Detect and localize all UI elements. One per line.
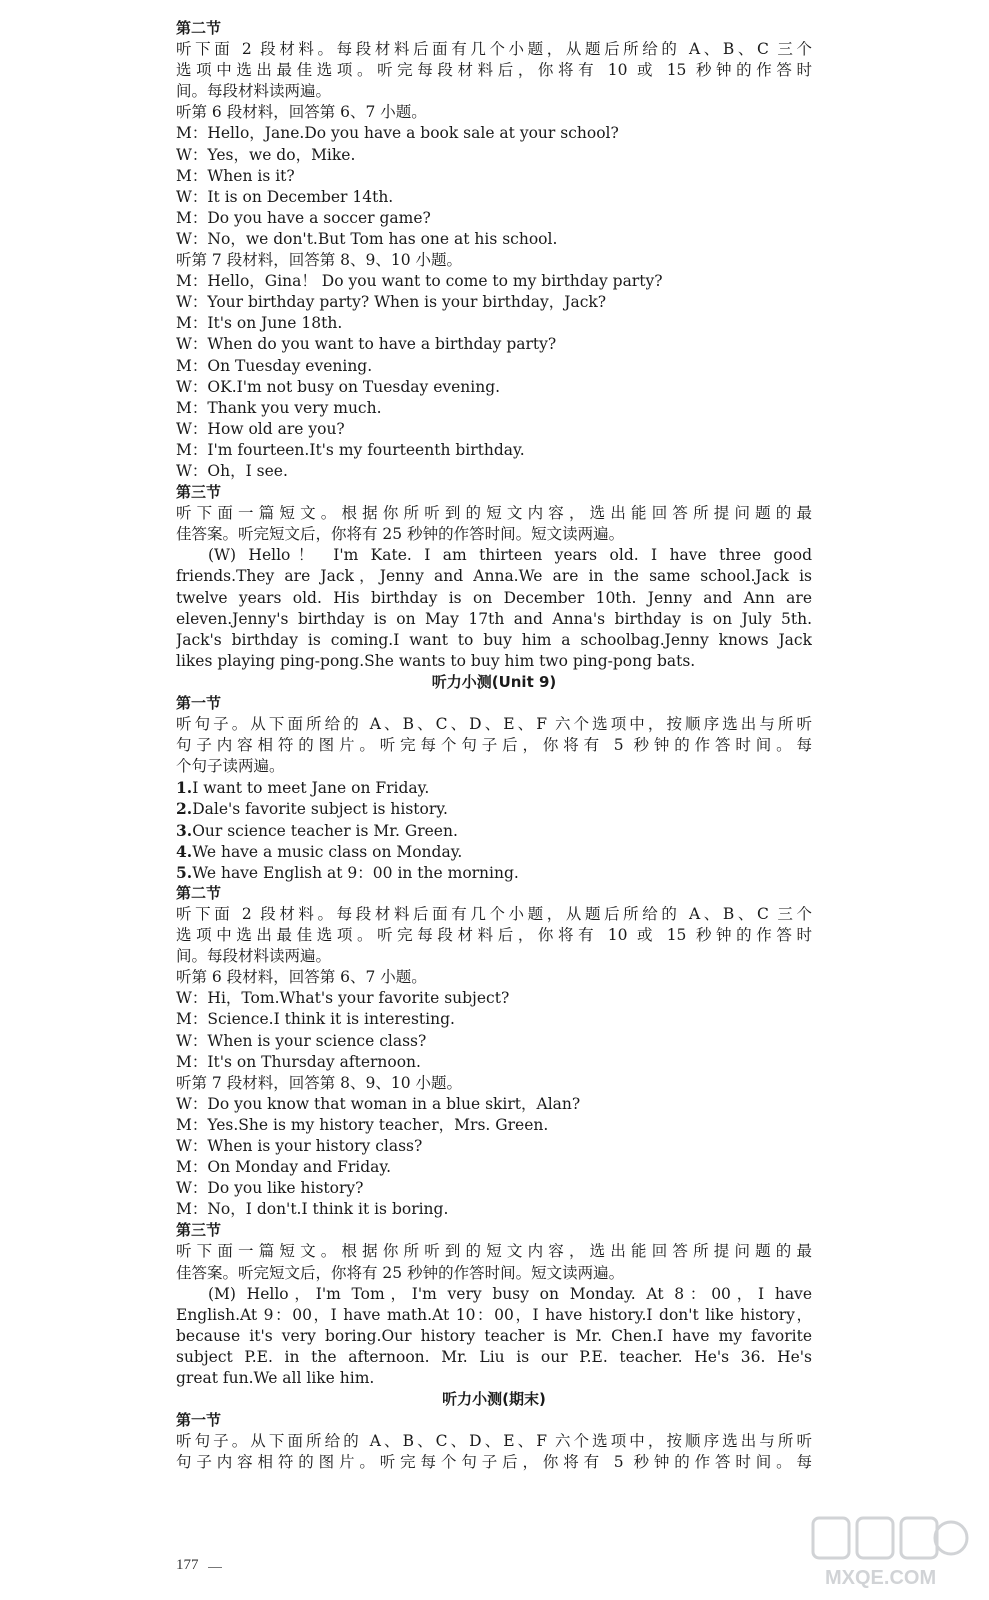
text-line: W：Your birthday party? When is your birthday，Jack? (176, 293, 607, 312)
paragraph-line: 听下面一篇短文。根据你所听到的短文内容，选出能回答所提问题的最 (176, 1242, 812, 1261)
section-heading: 第二节 (176, 883, 222, 902)
item-text: Dale's favorite subject is history. (192, 800, 448, 819)
text-line: likes playing ping-pong.She wants to buy him two ping-pong bats. (176, 651, 696, 670)
numbered-sentence (176, 862, 812, 883)
passage-first-line: (W) Hello！ I'm Kate. I am thirteen years old. I have three good (208, 546, 812, 565)
text-line: W：When do you want to have a birthday party? (176, 335, 557, 354)
text-line: 听第 6 段材料，回答第 6、7 小题。 (176, 968, 427, 987)
test-title: 听力小测(Unit 9) (431, 672, 557, 691)
text-line: W：Do you know that woman in a blue skirt，Alan? (176, 1094, 581, 1113)
text-line: M：When is it? (176, 166, 295, 185)
text-line: 佳答案。听完短文后，你将有 25 秒钟的作答时间。短文读两遍。 (176, 525, 625, 544)
item-text: We have a music class on Monday. (192, 842, 463, 861)
numbered-sentence (176, 777, 812, 798)
text-line: M：No，I don't.I think it is boring. (176, 1200, 449, 1219)
paragraph-line: because it's very boring.Our history teacher is Mr. Chen.I have my favorite (176, 1326, 812, 1345)
text-line: W：No，we don't.But Tom has one at his school. (176, 229, 558, 248)
item-number: 4. (176, 841, 193, 861)
text-line: W：When is your science class? (176, 1031, 427, 1050)
paragraph-line: eleven.Jenny's birthday is on May 17th and Anna's birthday is on July 5th. (176, 609, 812, 628)
text-line: M：Hello，Gina！ Do you want to come to my birthday party? (176, 272, 663, 291)
text-line: 间。每段材料读两遍。 (176, 947, 332, 966)
text-line: 听第 6 段材料，回答第 6、7 小题。 (176, 103, 427, 122)
item-number: 3. (176, 820, 193, 840)
item-number: 5. (176, 862, 193, 882)
text-line: W：Do you like history? (176, 1179, 364, 1198)
paragraph-line: 听下面 2 段材料。每段材料后面有几个小题，从题后所给的 A、B、C 三个 (176, 904, 812, 923)
numbered-sentence (176, 820, 812, 841)
text-line: M：Hello，Jane.Do you have a book sale at your school? (176, 124, 619, 143)
paragraph-line: 句子内容相符的图片。听完每个句子后，你将有 5 秒钟的作答时间。每 (176, 1453, 812, 1472)
text-line: W：Hi，Tom.What's your favorite subject? (176, 989, 510, 1008)
text-line: M：Do you have a soccer game? (176, 208, 431, 227)
text-line: W：Yes，we do，Mike. (176, 145, 356, 164)
paragraph-line: 听句子。从下面所给的 A、B、C、D、E、F 六个选项中，按顺序选出与所听 (176, 715, 812, 734)
text-line: W：It is on December 14th. (176, 187, 394, 206)
item-number: 1. (176, 778, 193, 798)
watermark-text: MXQE.COM (825, 1567, 937, 1589)
page-content (176, 18, 812, 1473)
item-text: We have English at 9：00 in the morning. (192, 863, 519, 882)
paragraph-line: subject P.E. in the afternoon. Mr. Liu is our P.E. teacher. He's 36. He's (176, 1347, 812, 1366)
watermark-logo (805, 1512, 975, 1590)
text-line: M：It's on Thursday afternoon. (176, 1052, 421, 1071)
paragraph-line: friends.They are Jack，Jenny and Anna.We are in the same school.Jack is (176, 567, 812, 586)
text-line: M：Yes.She is my history teacher，Mrs. Green. (176, 1115, 549, 1134)
paragraph-line: 选项中选出最佳选项。听完每段材料后，你将有 10 或 15 秒钟的作答时 (176, 926, 812, 945)
section-heading: 第二节 (176, 19, 222, 37)
text-line: M：Science.I think it is interesting. (176, 1010, 455, 1029)
numbered-sentence (176, 841, 812, 862)
passage-first-line: (M) Hello，I'm Tom，I'm very busy on Monday. At 8：00，I have (208, 1284, 812, 1303)
text-line: 听第 7 段材料，回答第 8、9、10 小题。 (176, 1073, 463, 1092)
paragraph-line: Jack's birthday is coming.I want to buy him a schoolbag.Jenny knows Jack (176, 630, 812, 649)
paragraph-line: 句子内容相符的图片。听完每个句子后，你将有 5 秒钟的作答时间。每 (176, 736, 812, 755)
text-line: W：How old are you? (176, 419, 345, 438)
section-heading: 第一节 (176, 1411, 222, 1430)
text-line: 佳答案。听完短文后，你将有 25 秒钟的作答时间。短文读两遍。 (176, 1263, 625, 1282)
paragraph-line: 选项中选出最佳选项。听完每段材料后，你将有 10 或 15 秒钟的作答时 (176, 61, 812, 80)
text-line: W：Oh，I see. (176, 461, 288, 480)
text-line: W：When is your history class? (176, 1136, 423, 1155)
text-line: 间。每段材料读两遍。 (176, 82, 332, 101)
numbered-sentence (176, 798, 812, 819)
section-heading: 第三节 (176, 483, 222, 502)
text-line: great fun.We all like him. (176, 1369, 375, 1387)
item-text: I want to meet Jane on Friday. (192, 779, 430, 798)
section-heading: 第三节 (176, 1221, 222, 1240)
paragraph-line: 听下面一篇短文。根据你所听到的短文内容，选出能回答所提问题的最 (176, 504, 812, 523)
test-title: 听力小测(期末) (442, 1390, 546, 1409)
paragraph-line: twelve years old. His birthday is on December 10th. Jenny and Ann are (176, 588, 812, 607)
text-line: W：OK.I'm not busy on Tuesday evening. (176, 377, 501, 396)
text-line: M：On Tuesday evening. (176, 356, 373, 375)
text-line: 听第 7 段材料，回答第 8、9、10 小题。 (176, 251, 463, 270)
text-line: M：On Monday and Friday. (176, 1158, 392, 1177)
paragraph-line: English.At 9：00，I have math.At 10：00，I have history.I don't like history， (176, 1305, 812, 1324)
text-line: M：It's on June 18th. (176, 314, 343, 333)
paragraph-line: 听下面 2 段材料。每段材料后面有几个小题，从题后所给的 A、B、C 三个 (176, 40, 812, 59)
page-number-dash (208, 1567, 222, 1568)
text-line: 个句子读两遍。 (176, 757, 285, 776)
section-heading: 第一节 (176, 694, 222, 712)
item-text: Our science teacher is Mr. Green. (192, 821, 458, 840)
item-number: 2. (176, 799, 193, 819)
text-line: M：I'm fourteen.It's my fourteenth birthday. (176, 440, 525, 459)
page-number: 177 (176, 1557, 199, 1573)
text-line: M：Thank you very much. (176, 398, 382, 417)
paragraph-line: 听句子。从下面所给的 A、B、C、D、E、F 六个选项中，按顺序选出与所听 (176, 1432, 812, 1451)
